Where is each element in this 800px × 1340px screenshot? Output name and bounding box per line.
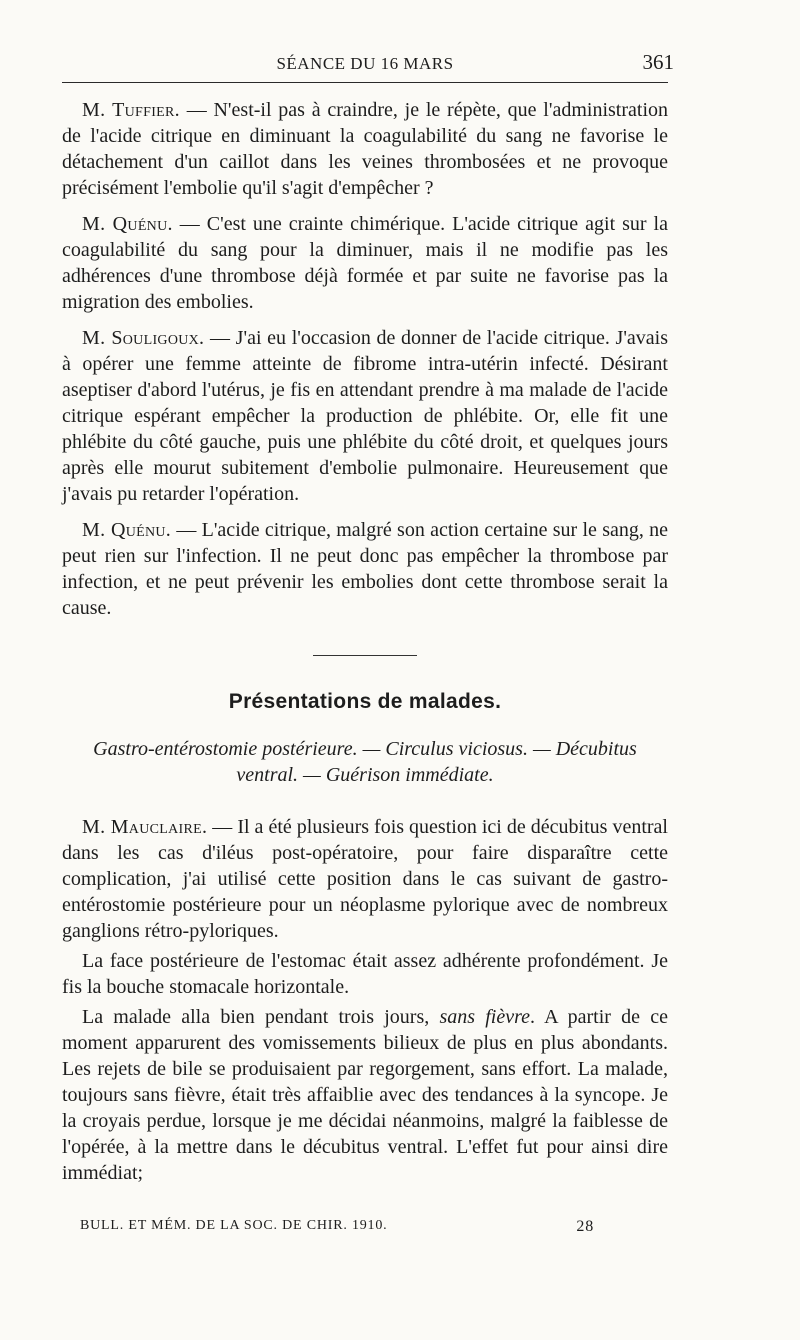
paragraph-text: . A partir de ce moment apparurent des vomissements bilieux de plus en plus abondants. Les rejets de bile se produisaient par regorgement, sans effort. La malade, toujours sans fièvre, était très affaiblie avec des tendances à la syncope. Je la croyais perdue, lorsque je me décidai néanmoins, malgré la faiblesse de l'opérée, à la mettre dans le décubitus ventral. L'effet fut pour ainsi dire immédiat; [62, 1006, 668, 1184]
paragraph-text: — N'est-il pas à craindre, je le répète, que l'administration de l'acide citrique en diminuant la coagulabilité du sang ne favorise le détachement d'un caillot dans les veines thrombosées et ne provoque précisément l'embolie qu'il s'agit d'empêcher ? [62, 99, 668, 199]
paragraph-text: — C'est une crainte chimérique. L'acide citrique agit sur la coagulabilité du sang pour la diminuer, mais il ne modifie pas les adhérences d'une thrombose déjà formée et par suite ne favorise pas la migration des embolies. [62, 213, 668, 313]
paragraph-text: La malade alla bien pendant trois jours, [82, 1006, 440, 1028]
journal-reference: BULL. ET MÉM. DE LA SOC. DE CHIR. 1910. [80, 1218, 388, 1233]
italic-phrase: sans fièvre [439, 1006, 530, 1028]
section-separator [313, 655, 417, 656]
case-subtitle-line: ventral. — Guérison immédiate. [236, 764, 494, 786]
speaker-name: M. Quénu. [82, 213, 173, 235]
paragraph-tuffier [62, 97, 668, 201]
case-subtitle-line: Gastro-entérostomie postérieure. — Circulus viciosus. — Décubitus [93, 738, 637, 760]
speaker-name: M. Souligoux. [82, 327, 205, 349]
paragraph-mauclaire [62, 814, 668, 944]
speaker-name: M. Mauclaire. [82, 816, 208, 838]
paragraph-evolution [62, 1004, 668, 1186]
paragraph-text: — Il a été plusieurs fois question ici de décubitus ventral dans les cas d'iléus post-opératoire, pour faire disparaître cette complication, j'ai utilisé cette position dans le cas suivant de gastro-entérostomie postérieure pour un néoplasme pylorique avec de nombreux ganglions rétro-pyloriques. [62, 816, 668, 942]
speaker-name: M. Quénu. [82, 519, 172, 541]
page-number: 361 [642, 50, 674, 74]
header-rule [62, 82, 668, 83]
running-head [62, 46, 674, 82]
speaker-name: M. Tuffier. [82, 99, 180, 121]
case-subtitle [62, 736, 668, 788]
signature-mark: 28 [576, 1218, 594, 1235]
paragraph-estomac [62, 948, 668, 1000]
paragraph-text: — L'acide citrique, malgré son action certaine sur le sang, ne peut rien sur l'infection. Il ne peut donc pas empêcher la thrombose par infection, et ne peut prévenir les embolies dont cette thrombose serait la cause. [62, 519, 668, 619]
running-head-title: SÉANCE DU 16 MARS [276, 54, 454, 73]
paragraph-quenu-2 [62, 517, 668, 621]
paragraph-quenu-1 [62, 211, 668, 315]
footer [80, 1218, 640, 1240]
paragraph-text: — J'ai eu l'occasion de donner de l'acide citrique. J'avais à opérer une femme atteinte de fibrome intra-utérin infecté. Désirant aseptiser d'abord l'utérus, je fis en attendant prendre à ma malade de l'acide citrique espérant empêcher la production de phlébite. Or, elle fit une phlébite du côté gauche, puis une phlébite du côté droit, et quelques jours après elle mourut subitement d'embolie pulmonaire. Heureusement que j'avais pu retarder l'opération. [62, 327, 669, 505]
paragraph-text: La face postérieure de l'estomac était assez adhérente profondément. Je fis la bouche stomacale horizontale. [62, 950, 668, 998]
paragraph-souligoux [62, 325, 668, 507]
page [62, 46, 674, 1190]
section-title: Présentations de malades. [228, 690, 502, 713]
